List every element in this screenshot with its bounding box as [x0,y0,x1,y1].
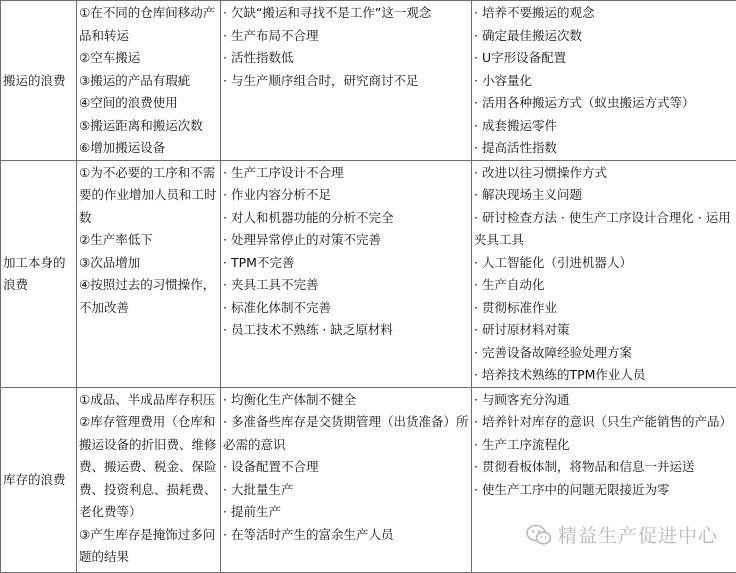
category-cell [1,160,77,387]
measure-item: · 生产自动化 [474,274,734,297]
cause-item: · 均衡化生产体制不健全 [223,389,469,412]
causes-cell [221,160,472,387]
cause-item: · 标准化体制不完善 [223,297,469,320]
phenomenon-item: ③产生库存是掩饰过多问题的结果 [79,524,218,569]
causes-cell [221,1,472,161]
cause-item: · TPM不完善 [223,252,469,275]
cause-item: · 作业内容分析不足 [223,184,469,207]
measure-item: · 人工智能化（引进机器人） [474,252,734,275]
measure-item: · 小容量化 [474,70,734,93]
measure-item: · 培养针对库存的意识（只生产能销售的产品） [474,411,734,434]
measure-item: · U字形设备配置 [474,47,734,70]
table-row [1,1,736,161]
phenomena-cell [77,387,221,572]
causes-cell [221,387,472,572]
measures-cell [472,160,736,387]
phenomenon-item: ①成品、半成品库存积压 [79,389,218,412]
cause-item: · 大批量生产 [223,479,469,502]
measure-item: · 解决现场主义问题 [474,184,734,207]
cause-item: · 与生产顺序组合时，研究商讨不足 [223,70,469,93]
measure-item: · 研讨检查方法 · 使生产工序设计合理化 · 运用夹具工具 [474,207,734,252]
measure-item: · 研讨原材料对策 [474,319,734,342]
cause-item: · 设备配置不合理 [223,456,469,479]
category-label: 加工本身的浪费 [3,252,74,296]
cause-item: · 员工技术不熟练 · 缺乏原材料 [223,319,469,342]
phenomenon-item: ②空车搬运 [79,47,218,70]
cause-item: · 活性指数低 [223,47,469,70]
cause-item: · 夹具工具不完善 [223,274,469,297]
measure-item: · 提高活性指数 [474,137,734,160]
measure-item: · 贯彻看板体制，将物品和信息一并运送 [474,456,734,479]
cause-item: · 对人和机器功能的分析不完全 [223,207,469,230]
measure-item: · 与顾客充分沟通 [474,389,734,412]
cause-item: · 多准备些库存是交货期管理（出货准备）所必需的意识 [223,411,469,456]
category-cell [1,387,77,572]
phenomenon-item: ②库存管理费用（仓库和搬运设备的折旧费、维修费、搬运费、税金、保险费、投资利息、损耗费、老化费等） [79,411,218,524]
measure-item: · 生产工序流程化 [474,434,734,457]
measures-cell [472,1,736,161]
measure-item: · 改进以往习惯操作方式 [474,162,734,185]
phenomena-cell [77,1,221,161]
watermark [526,521,718,548]
phenomenon-item: ⑥增加搬运设备 [79,137,218,160]
phenomenon-item: ①为不必要的工序和不需要的作业增加人员和工时数 [79,162,218,230]
phenomenon-item: ④按照过去的习惯操作，不加改善 [79,274,218,319]
phenomenon-item: ②生产率低下 [79,229,218,252]
measure-item: · 确定最佳搬运次数 [474,25,734,48]
measure-item: · 活用各种搬运方式（蚁虫搬运方式等） [474,92,734,115]
measure-item: · 贯彻标准作业 [474,297,734,320]
measure-item: · 培养不要搬运的观念 [474,2,734,25]
phenomenon-item: ⑤搬运距离和搬运次数 [79,115,218,138]
category-label: 库存的浪费 [3,469,74,491]
wechat-icon [526,524,552,546]
cause-item: · 生产布局不合理 [223,25,469,48]
phenomenon-item: ④空间的浪费使用 [79,92,218,115]
phenomenon-item: ③搬运的产品有瑕疵 [79,70,218,93]
measure-item: · 完善设备故障经验处理方案 [474,342,734,365]
cause-item: · 在等活时产生的富余生产人员 [223,524,469,547]
table-row [1,160,736,387]
cause-item: · 欠缺“搬运和寻找不是工作”这一观念 [223,2,469,25]
cause-item: · 生产工序设计不合理 [223,162,469,185]
cause-item: · 提前生产 [223,501,469,524]
category-label: 搬运的浪费 [3,70,74,92]
phenomena-cell [77,160,221,387]
phenomenon-item: ①在不同的仓库间移动产品和转运 [79,2,218,47]
measure-item: · 成套搬运零件 [474,115,734,138]
watermark-text: 精益生产促进中心 [558,521,718,548]
category-cell [1,1,77,161]
cause-item: · 处理异常停止的对策不完善 [223,229,469,252]
measure-item: · 使生产工序中的问题无限接近为零 [474,479,734,502]
measure-item: · 培养技术熟练的TPM作业人员 [474,364,734,387]
phenomenon-item: ③次品增加 [79,252,218,275]
